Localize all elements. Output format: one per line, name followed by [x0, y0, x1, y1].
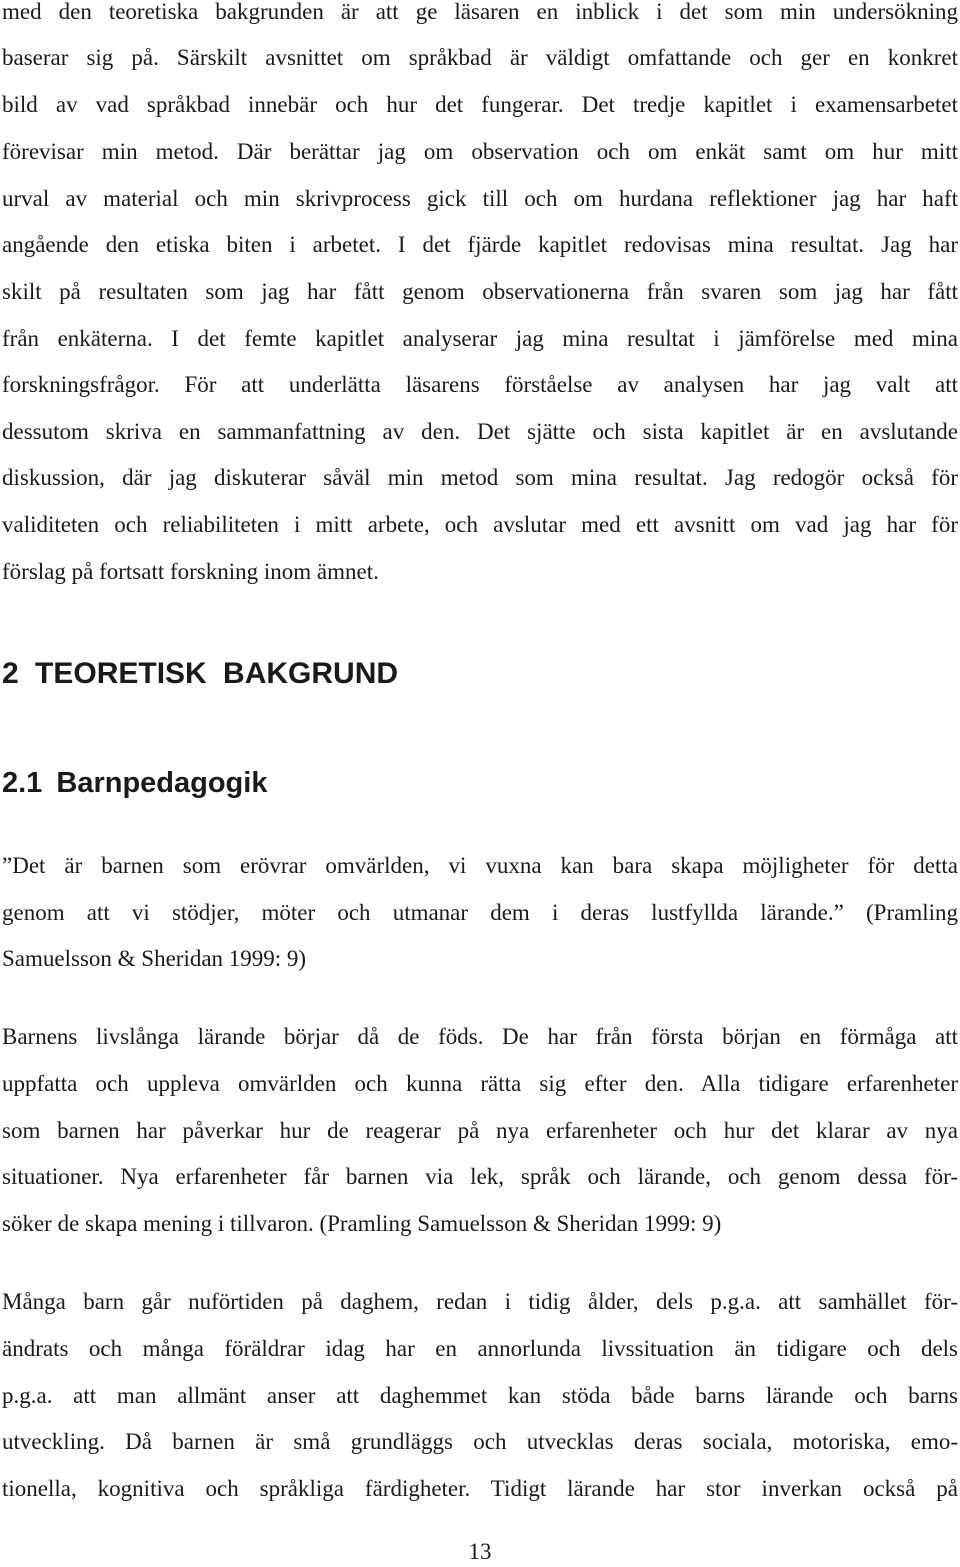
paragraph-line: utveckling. Då barnen är små grundläggs och utvecklas deras sociala, motoriska, emo-	[2, 1429, 958, 1454]
section-heading: 2.1 Barnpedagogik	[2, 767, 268, 799]
page-number: 13	[468, 1539, 492, 1564]
intro-line: förevisar min metod. Där berättar jag om observation och om enkät samt om hur mitt	[2, 139, 958, 164]
intro-line: forskningsfrågor. För att underlätta läsarens förståelse av analysen har jag valt att	[2, 372, 958, 397]
quote-line: ”Det är barnen som erövrar omvärlden, vi vuxna kan bara skapa möjligheter för detta	[2, 853, 958, 878]
paragraph-line: uppfatta och uppleva omvärlden och kunna rätta sig efter den. Alla tidigare erfarenheter	[2, 1071, 958, 1096]
quote-line: Samuelsson & Sheridan 1999: 9)	[2, 946, 307, 971]
intro-line: dessutom skriva en sammanfattning av den. Det sjätte och sista kapitlet är en avslutande	[2, 419, 958, 444]
chapter-heading: 2 TEORETISK BAKGRUND	[2, 657, 399, 690]
paragraph-line: söker de skapa mening i tillvaron. (Pramling Samuelsson & Sheridan 1999: 9)	[2, 1211, 722, 1236]
intro-line: skilt på resultaten som jag har fått genom observationerna från svaren som jag har fått	[2, 279, 958, 304]
intro-line: validiteten och reliabiliteten i mitt arbete, och avslutar med ett avsnitt om vad jag har för	[2, 512, 958, 537]
intro-line: diskussion, där jag diskuterar såväl min metod som mina resultat. Jag redogör också för	[2, 465, 958, 490]
intro-line: från enkäterna. I det femte kapitlet analyserar jag mina resultat i jämförelse med mina	[2, 326, 958, 351]
paragraph-line: Många barn går nuförtiden på daghem, redan i tidig ålder, dels p.g.a. att samhället för-	[2, 1289, 958, 1314]
intro-line: förslag på fortsatt forskning inom ämnet.	[2, 559, 379, 584]
intro-line: baserar sig på. Särskilt avsnittet om språkbad är väldigt omfattande och ger en konkret	[2, 45, 958, 70]
intro-line: med den teoretiska bakgrunden är att ge läsaren en inblick i det som min undersökning	[2, 0, 958, 24]
intro-line: bild av vad språkbad innebär och hur det fungerar. Det tredje kapitlet i examensarbetet	[2, 92, 958, 117]
paragraph-line: Barnens livslånga lärande börjar då de föds. De har från första början en förmåga att	[2, 1024, 958, 1049]
intro-line: urval av material och min skrivprocess gick till och om hurdana reflektioner jag har haft	[2, 186, 958, 211]
paragraph-line: tionella, kognitiva och språkliga färdigheter. Tidigt lärande har stor inverkan också på	[2, 1476, 958, 1501]
paragraph-line: situationer. Nya erfarenheter får barnen via lek, språk och lärande, och genom dessa för-	[2, 1164, 958, 1189]
paragraph-line: p.g.a. att man allmänt anser att daghemmet kan stöda både barns lärande och barns	[2, 1383, 958, 1408]
paragraph-line: ändrats och många föräldrar idag har en annorlunda livssituation än tidigare och dels	[2, 1336, 958, 1361]
quote-line: genom att vi stödjer, möter och utmanar dem i deras lustfyllda lärande.” (Pramling	[2, 900, 958, 925]
intro-line: angående den etiska biten i arbetet. I det fjärde kapitlet redovisas mina resultat. Jag har	[2, 232, 958, 257]
paragraph-line: som barnen har påverkar hur de reagerar på nya erfarenheter och hur det klarar av nya	[2, 1118, 958, 1143]
